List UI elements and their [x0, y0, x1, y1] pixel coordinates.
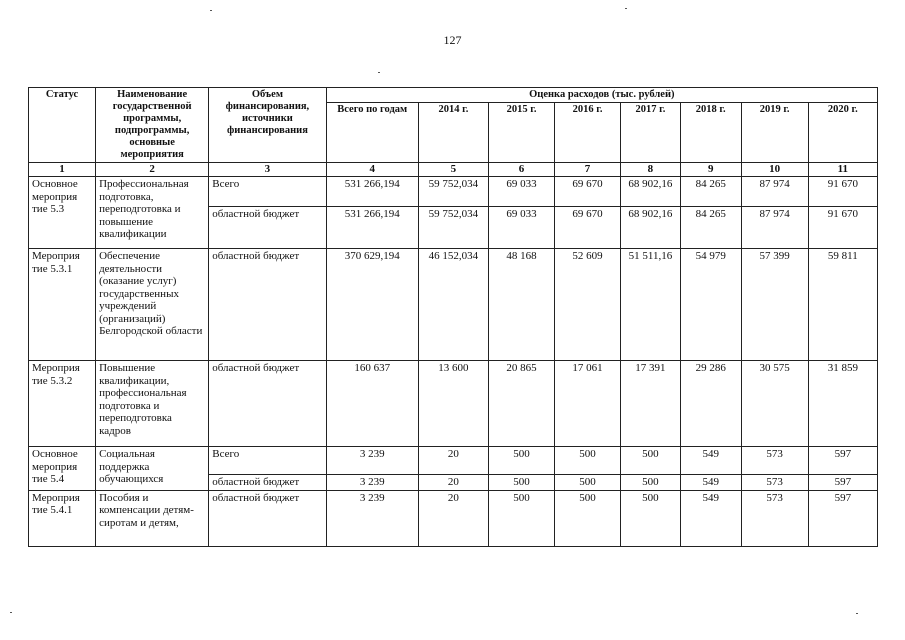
column-number: 1	[29, 163, 96, 177]
scan-speck	[10, 612, 12, 613]
column-number: 10	[741, 163, 808, 177]
value-cell: 531 266,194	[326, 207, 418, 249]
value-cell: 51 511,16	[621, 249, 681, 361]
header-status: Статус	[29, 88, 96, 163]
value-cell: 48 168	[489, 249, 555, 361]
value-cell: 87 974	[741, 177, 808, 207]
value-cell: 91 670	[808, 177, 877, 207]
column-number-row	[29, 163, 878, 177]
value-cell: 500	[621, 447, 681, 475]
value-cell: 69 670	[555, 207, 621, 249]
value-cell: 549	[680, 447, 741, 475]
header-total: Всего по годам	[326, 103, 418, 163]
value-cell: 69 033	[489, 177, 555, 207]
value-cell: 69 033	[489, 207, 555, 249]
table-row	[29, 249, 878, 361]
value-cell: 91 670	[808, 207, 877, 249]
value-cell: 20	[418, 447, 488, 475]
value-cell: 29 286	[680, 361, 741, 447]
value-cell: 549	[680, 475, 741, 491]
column-number: 3	[209, 163, 326, 177]
page-number: 127	[443, 33, 462, 47]
value-cell: 3 239	[326, 475, 418, 491]
header-year: 2020 г.	[808, 103, 877, 163]
value-cell: 500	[621, 490, 681, 546]
column-number: 5	[418, 163, 488, 177]
value-cell: 84 265	[680, 207, 741, 249]
header-name: Наименование государственной программы, подпрограммы, основные мероприятия	[96, 88, 209, 163]
value-cell: 57 399	[741, 249, 808, 361]
value-cell: 500	[555, 447, 621, 475]
value-cell: 160 637	[326, 361, 418, 447]
value-cell: 17 061	[555, 361, 621, 447]
expenditure-table	[28, 87, 878, 547]
column-number: 8	[621, 163, 681, 177]
value-cell: 597	[808, 475, 877, 491]
header-estimate-group: Оценка расходов (тыс. рублей)	[326, 88, 877, 103]
value-cell: 573	[741, 475, 808, 491]
header-year: 2016 г.	[555, 103, 621, 163]
header-year: 2019 г.	[741, 103, 808, 163]
scan-speck	[856, 613, 858, 614]
value-cell: 59 752,034	[418, 177, 488, 207]
value-cell: 84 265	[680, 177, 741, 207]
value-cell: 20 865	[489, 361, 555, 447]
value-cell: 46 152,034	[418, 249, 488, 361]
table-row	[29, 361, 878, 447]
scan-speck	[210, 10, 212, 11]
header-year: 2014 г.	[418, 103, 488, 163]
table-row	[29, 490, 878, 546]
value-cell: 68 902,16	[621, 177, 681, 207]
value-cell: 20	[418, 475, 488, 491]
activity-name-cell: Профессиональная подготовка, переподготовка и повышение квалификации	[96, 177, 209, 249]
value-cell: 3 239	[326, 447, 418, 475]
scan-speck	[378, 72, 380, 73]
activity-name-cell: Пособия и компенсации детям-сиротам и детям,	[96, 490, 209, 546]
value-cell: 13 600	[418, 361, 488, 447]
table-row	[29, 447, 878, 475]
value-cell: 500	[555, 490, 621, 546]
status-cell: Основное мероприя тие 5.3	[29, 177, 96, 249]
value-cell: 370 629,194	[326, 249, 418, 361]
value-cell: 20	[418, 490, 488, 546]
column-number: 2	[96, 163, 209, 177]
activity-name-cell: Социальная поддержка обучающихся	[96, 447, 209, 491]
header-year: 2015 г.	[489, 103, 555, 163]
value-cell: 597	[808, 447, 877, 475]
activity-name-cell: Повышение квалификации, профессиональная подготовка и переподготовка кадров	[96, 361, 209, 447]
header-year: 2018 г.	[680, 103, 741, 163]
status-cell: Мероприя тие 5.4.1	[29, 490, 96, 546]
value-cell: 531 266,194	[326, 177, 418, 207]
status-cell: Мероприя тие 5.3.1	[29, 249, 96, 361]
value-cell: 500	[489, 490, 555, 546]
status-cell: Основное мероприя тие 5.4	[29, 447, 96, 491]
value-cell: 573	[741, 490, 808, 546]
funding-source-cell: областной бюджет	[209, 361, 326, 447]
funding-source-cell: областной бюджет	[209, 249, 326, 361]
value-cell: 597	[808, 490, 877, 546]
column-number: 6	[489, 163, 555, 177]
value-cell: 500	[489, 447, 555, 475]
scan-speck	[625, 8, 627, 9]
header-year: 2017 г.	[621, 103, 681, 163]
value-cell: 69 670	[555, 177, 621, 207]
value-cell: 500	[555, 475, 621, 491]
column-number: 9	[680, 163, 741, 177]
funding-source-cell: областной бюджет	[209, 207, 326, 249]
value-cell: 52 609	[555, 249, 621, 361]
value-cell: 500	[489, 475, 555, 491]
activity-name-cell: Обеспечение деятельности (оказание услуг) государственных учреждений (организаций) Белгородской области	[96, 249, 209, 361]
value-cell: 59 811	[808, 249, 877, 361]
status-cell: Мероприя тие 5.3.2	[29, 361, 96, 447]
value-cell: 573	[741, 447, 808, 475]
funding-source-cell: областной бюджет	[209, 490, 326, 546]
funding-source-cell: Всего	[209, 177, 326, 207]
value-cell: 17 391	[621, 361, 681, 447]
value-cell: 59 752,034	[418, 207, 488, 249]
value-cell: 549	[680, 490, 741, 546]
funding-source-cell: Всего	[209, 447, 326, 475]
header-funding: Объем финансирования, источники финансирования	[209, 88, 326, 163]
column-number: 4	[326, 163, 418, 177]
value-cell: 68 902,16	[621, 207, 681, 249]
value-cell: 54 979	[680, 249, 741, 361]
value-cell: 3 239	[326, 490, 418, 546]
funding-source-cell: областной бюджет	[209, 475, 326, 491]
value-cell: 500	[621, 475, 681, 491]
value-cell: 31 859	[808, 361, 877, 447]
column-number: 7	[555, 163, 621, 177]
value-cell: 30 575	[741, 361, 808, 447]
column-number: 11	[808, 163, 877, 177]
table-row	[29, 177, 878, 207]
value-cell: 87 974	[741, 207, 808, 249]
